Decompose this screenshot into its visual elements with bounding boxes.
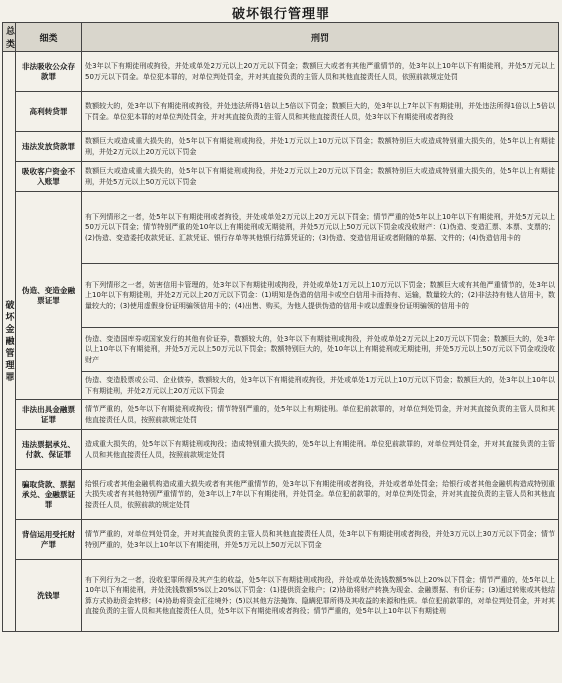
- crime-name: 背信运用受托财产罪: [16, 520, 82, 560]
- table-row: [3, 162, 559, 192]
- penalty-text: 处3年以下有期徒刑或拘役，并处或单处2万元以上20万元以下罚金；数额巨大或者有其他严重情节的，处3年以上10年以下有期徒刑，并处5万元以上50万元以下罚金。单位犯本罪的，对单位判处罚金，并对其直接负责的主管人员和其他直接责任人员，依照前款规定处罚: [82, 52, 559, 92]
- crime-name: 伪造、变造金融票证罪: [16, 192, 82, 400]
- crime-name: 违法票据承兑、付款、保证罪: [16, 430, 82, 470]
- table-row: [3, 520, 559, 560]
- header-name: 细类: [16, 23, 82, 52]
- table-row: [3, 372, 559, 400]
- table-row: [3, 92, 559, 132]
- penalty-text: 给银行或者其他金融机构造成重大损失或者有其他严重情节的，处3年以下有期徒刑或者拘役，并处或者单处罚金；给银行或者其他金融机构造成特别重大损失或者有其他特别严重情节的，处3年以上7年以下有期徒刑，并处罚金。单位犯前款罪的，对单位判处罚金，并对其直接负责的主管人员和其他直接责任人员，依照前款的规定处罚: [82, 470, 559, 520]
- crime-name: 骗取贷款、票据承兑、金融票证罪: [16, 470, 82, 520]
- penalty-text: 伪造、变造股票或公司、企业债券，数额较大的，处3年以下有期徒刑或拘役，并处或单处1万元以上10万元以下罚金；数额巨大的，处3年以上10年以下有期徒刑，并处2万元以上20万元以下罚金: [82, 372, 559, 400]
- penalty-text: 数额巨大或造成重大损失的，处5年以下有期徒刑或拘役，并处1万元以上10万元以下罚金；数额特别巨大或造成特别重大损失的，处5年以上有期徒刑，并处2万元以上20万元以下罚金: [82, 132, 559, 162]
- table-row: [3, 400, 559, 430]
- crime-name: 洗钱罪: [16, 560, 82, 632]
- penalty-text: 有下列情形之一者，处5年以下有期徒刑或者拘役，并处或单处2万元以上20万元以下罚金；情节严重的处5年以上10年以下有期徒刑，并处5万元以上50万元以下罚金；情节特别严重的处10年以上有期徒刑或无期徒刑，并处5万元以上50万元以下罚金或没收财产：(1)伪造、变造汇票、本票、支票的；(2)伪造、变造委托收款凭证、汇款凭证、银行存单等其他银行结算凭证的；(3)伪造、变造信用证或者附随的单据、文件的；(4)伪造信用卡的: [82, 192, 559, 264]
- penalty-text: 数额较大的，处3年以下有期徒刑或拘役，并处违法所得1倍以上5倍以下罚金；数额巨大的，处3年以上7年以下有期徒刑，并处违法所得1倍以上5倍以下罚金。单位犯本罪的对单位判处罚金，并对其直接负责的主管人员和其他直接责任人员，处3年以下有期徒刑或者拘役: [82, 92, 559, 132]
- penalty-text: 情节严重的，对单位判处罚金，并对其直接负责的主管人员和其他直接责任人员，处3年以下有期徒刑或者拘役，并处3万元以上30万元以下罚金；情节特别严重的，处3年以上10年以下有期徒刑，并处5万元以上50万元以下罚金: [82, 520, 559, 560]
- table-row: [3, 560, 559, 632]
- page-title: 破坏银行管理罪: [231, 7, 330, 22]
- crime-name: 非法吸收公众存款罪: [16, 52, 82, 92]
- crime-name: 高利转贷罪: [16, 92, 82, 132]
- table-row: [3, 264, 559, 328]
- table-row: [3, 328, 559, 372]
- crime-name: 非法出具金融票证罪: [16, 400, 82, 430]
- crime-name: 吸收客户资金不入账罪: [16, 162, 82, 192]
- table-row: [3, 470, 559, 520]
- crime-table: [2, 22, 559, 632]
- penalty-text: 情节严重的，处5年以下有期徒刑或拘役；情节特别严重的，处5年以上有期徒刑。单位犯前款罪的，对单位判处罚金，并对其直接负责的主管人员和其他直接责任人员，按照前款规定处罚: [82, 400, 559, 430]
- table-row: [3, 132, 559, 162]
- penalty-text: 有下列行为之一者，没收犯罪所得及其产生的收益，处5年以下有期徒刑或拘役，并处或单处洗钱数额5%以上20%以下罚金；情节严重的，处5年以上10年以下有期徒刑，并处洗钱数额5%以上20%以下罚金：(1)提供资金账户；(2)协助将财产转换为现金、金融票据、有价证券；(3)通过转账或其他结算方式协助资金转移；(4)协助将资金汇往境外；(5)以其他方法掩饰、隐瞒犯罪所得及其收益的来源和性质。单位犯前款罪的，对单位判处罚金，并对其直接负责的主管人员和其他直接责任人员，处5年以下有期徒刑或者拘役；情节严重的，处5年以上10年以下有期徒刑: [82, 560, 559, 632]
- table-row: [3, 430, 559, 470]
- penalty-text: 伪造、变造国库券或国家发行的其他有价证券，数额较大的，处3年以下有期徒刑或拘役，并处或单处2万元以上20万元以下罚金；数额巨大的，处3年以上10年以下有期徒刑，并处5万元以上50万元以下罚金；数额特别巨大的，处10年以上有期徒刑或无期徒刑，并处5万元以上50万元以下罚金或没收财产: [82, 328, 559, 372]
- table-row: [3, 52, 559, 92]
- crime-name: 违法发放贷款罪: [16, 132, 82, 162]
- header-category: 总类: [3, 23, 16, 52]
- penalty-text: 有下列情形之一者，妨害信用卡管理的，处3年以下有期徒刑或拘役，并处或单处1万元以上10万元以下罚金；数额巨大或有其他严重情节的，处3年以上10年以下有期徒刑，并处2万元以上20万元以下罚金：(1)明知是伪造的信用卡或空白信用卡而持有、运输，数量较大的；(2)非法持有他人信用卡，数量较大的；(3)使用虚假身份证明骗领信用卡的；(4)出售、购买，为他人提供伪造的信用卡或以虚假身份证明骗领的信用卡的: [82, 264, 559, 328]
- penalty-text: 数额巨大或造成重大损失的，处5年以下有期徒刑或拘役，并处2万元以上20万元以下罚金；数额特别巨大或造成特别重大损失的，处5年以上有期徒刑，并处5万元以上50万元以下罚金: [82, 162, 559, 192]
- penalty-text: 造成重大损失的，处5年以下有期徒刑或拘役；造成特别重大损失的，处5年以上有期徒刑。单位犯前款罪的，对单位判处罚金，并对其直接负责的主管人员和其他直接责任人员，按照前款规定处罚: [82, 430, 559, 470]
- header-penalty: 刑罚: [82, 23, 559, 52]
- table-header-row: [3, 23, 559, 52]
- category-cell: 破坏金融管理罪: [3, 52, 16, 632]
- table-row: [3, 192, 559, 264]
